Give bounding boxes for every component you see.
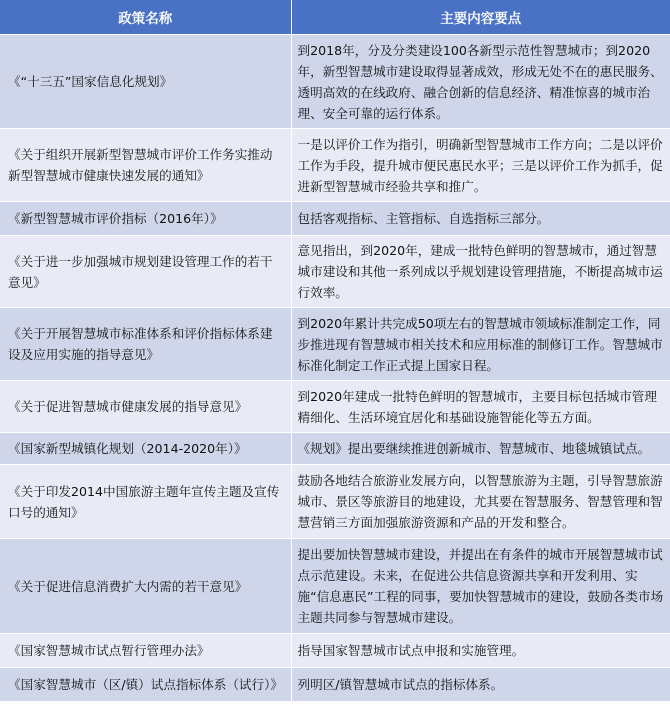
table-row [0,634,670,668]
policy-name-cell: 《国家智慧城市试点暂行管理办法》 [0,634,291,668]
content-cell: 包括客观指标、主管指标、自选指标三部分。 [291,202,670,236]
table-row [0,35,670,129]
content-cell: 《规划》提出要继续推进创新城市、智慧城市、地毯城镇试点。 [291,433,670,465]
policy-name-cell: 《关于促进信息消费扩大内需的若干意见》 [0,539,291,634]
table-row [0,202,670,236]
table-row [0,433,670,465]
content-cell: 到2020年累计共完成50项左右的智慧城市领域标准制定工作，同步推进现有智慧城市相关技术和应用标准的制修订工作。智慧城市标准化制定工作正式提上国家日程。 [291,308,670,381]
content-cell: 到2018年，分及分类建设100各新型示范性智慧城市；到2020年，新型智慧城市建设取得显著成效，形成无处不在的惠民服务、透明高效的在线政府、融合创新的信息经济、精准惊喜的城市治理、安全可靠的运行体系。 [291,35,670,129]
policy-name-cell: 《关于促进智慧城市健康发展的指导意见》 [0,381,291,433]
content-cell: 列明区/镇智慧城市试点的指标体系。 [291,668,670,701]
policy-name-cell: 《新型智慧城市评价指标（2016年）》 [0,202,291,236]
policy-name-cell: 《关于印发2014中国旅游主题年宣传主题及宣传口号的通知》 [0,465,291,539]
content-cell: 一是以评价工作为指引，明确新型智慧城市工作方向；二是以评价工作为手段，提升城市便民惠民水平；三是以评价工作为抓手，促进新型智慧城市经验共享和推广。 [291,129,670,202]
content-cell: 到2020年建成一批特色鲜明的智慧城市，主要目标包括城市管理精细化、生活环境宜居化和基础设施智能化等五方面。 [291,381,670,433]
policy-name-cell: 《“十三五”国家信息化规划》 [0,35,291,129]
content-cell: 提出要加快智慧城市建设，并提出在有条件的城市开展智慧城市试点示范建设。未来，在促进公共信息资源共享和开发利用、实施“信息惠民”工程的同事，要加快智慧城市的建设，鼓励各类市场主题共同参与智慧城市建设。 [291,539,670,634]
table-row [0,381,670,433]
content-cell: 指导国家智慧城市试点申报和实施管理。 [291,634,670,668]
policy-name-cell: 《国家智慧城市（区/镇）试点指标体系（试行）》 [0,668,291,701]
table-row [0,308,670,381]
content-cell: 意见指出，到2020年，建成一批特色鲜明的智慧城市，通过智慧城市建设和其他一系列成以乎规划建设管理措施，不断提高城市运行效率。 [291,236,670,308]
policy-name-cell: 《关于开展智慧城市标准体系和评价指标体系建设及应用实施的指导意见》 [0,308,291,381]
table-row [0,465,670,539]
header-policy-name: 政策名称 [0,0,291,35]
table-row [0,668,670,701]
header-main-content: 主要内容要点 [291,0,670,35]
policy-name-cell: 《关于进一步加强城市规划建设管理工作的若干意见》 [0,236,291,308]
table-row [0,236,670,308]
table-row [0,129,670,202]
policy-name-cell: 《关于组织开展新型智慧城市评价工作务实推动新型智慧城市健康快速发展的通知》 [0,129,291,202]
header-row [0,0,670,35]
table-row [0,539,670,634]
policy-name-cell: 《国家新型城镇化规划（2014-2020年）》 [0,433,291,465]
content-cell: 鼓励各地结合旅游业发展方向，以智慧旅游为主题，引导智慧旅游城市、景区等旅游目的地建设，尤其要在智慧服务、智慧管理和智慧营销三方面加强旅游资源和产品的开发和整合。 [291,465,670,539]
